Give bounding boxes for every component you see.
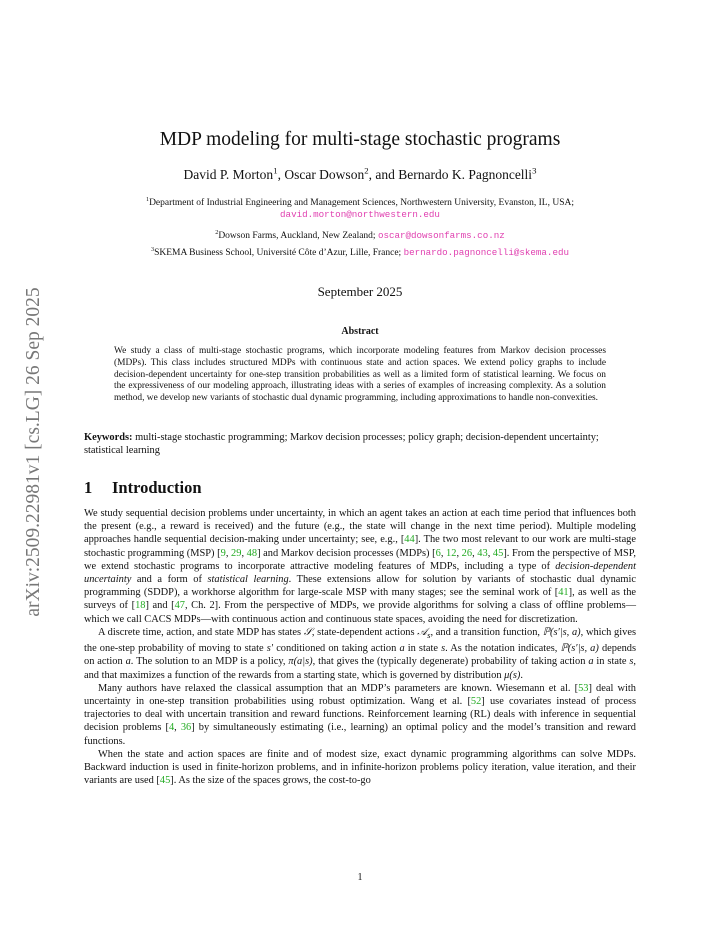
math: s	[441, 643, 446, 655]
arxiv-identifier-sidebar	[20, 262, 48, 642]
math: ℙ(s′|s, a)	[560, 643, 599, 655]
math: π(a|s)	[288, 656, 313, 668]
publication-date: September 2025	[317, 284, 403, 299]
email-link[interactable]: bernardo.pagnoncelli@skema.edu	[403, 247, 569, 258]
citation-link[interactable]: 41	[558, 587, 569, 599]
author-name: Oscar Dowson	[284, 167, 365, 182]
math: 𝒜	[417, 626, 428, 638]
affiliation-2: $^2$Dowson Farms, Auckland, New Zealand; oscar@dowsonfarms.co.nz	[215, 229, 505, 241]
math: a	[588, 656, 594, 668]
author-affiliation-marker: 1	[273, 165, 278, 176]
keywords	[84, 431, 636, 457]
citation-link[interactable]: 45	[492, 547, 504, 559]
math: 𝒮	[303, 626, 312, 638]
author-name: Bernardo K. Pagnoncelli	[398, 167, 533, 182]
affiliation-text: SKEMA Business School, Université Côte d’Azur, Lille, France;	[154, 248, 402, 258]
affiliation-3: $^3$SKEMA Business School, Université Côte d’Azur, Lille, France; bernardo.pagnoncelli@skema.edu	[151, 246, 569, 258]
math: a	[399, 643, 405, 655]
email-link[interactable]: david.morton@northwestern.edu	[280, 209, 440, 220]
citation-link[interactable]: 47	[174, 600, 185, 612]
citation-link[interactable]: 44	[404, 534, 415, 546]
citation-link[interactable]: 36	[180, 722, 192, 734]
paper-title: MDP modeling for multi-stage stochastic programs	[159, 129, 561, 150]
citation-link[interactable]: 43	[477, 547, 488, 559]
citation-link[interactable]: 18	[135, 600, 146, 612]
math: s′	[266, 643, 274, 655]
citation-link[interactable]: 12	[446, 547, 457, 559]
math: ℙ(s′|s, a)	[542, 626, 581, 638]
author-name: David P. Morton	[183, 167, 274, 182]
citation-link[interactable]: 26	[461, 547, 473, 559]
body-text	[84, 507, 636, 787]
citation-link[interactable]: 6	[435, 547, 441, 559]
affiliation-1: $^1$Department of Industrial Engineering and Management Sciences, Northwestern University, Evanston, IL, USA; david.morton@northwestern.edu	[145, 196, 574, 220]
affiliation-text: Department of Industrial Engineering and Management Sciences, Northwestern University, Evanston, IL, USA;	[149, 198, 574, 208]
email-link[interactable]: oscar@dowsonfarms.co.nz	[377, 230, 505, 241]
author-affiliation-marker: 3	[532, 165, 537, 176]
author-affiliation-marker: 2	[364, 165, 369, 176]
emphasis: decision-dependent uncertainty	[84, 560, 636, 586]
citation-link[interactable]: 53	[578, 682, 589, 694]
paragraph: Many authors have relaxed the classical assumption that an MDP’s parameters are known. Wiesemann et al. [53] deal with uncertainty in one-step transition probabilities using robust optimization. Wang et al. [52] use covariates instead of process trajectories to deal with uncertain transition and reward functions. Reinforcement learning (RL) deals with inference in sequential decision problems [4, 36] by simultaneously estimating (i.e., learning) an optimal policy and the model’s transition and reward functions.	[84, 682, 636, 747]
math: a	[125, 656, 131, 668]
affiliation-text: Dowson Farms, Auckland, New Zealand;	[218, 231, 376, 241]
citation-link[interactable]: 45	[159, 775, 171, 787]
section-heading	[84, 478, 202, 498]
page-number: 1	[357, 872, 363, 883]
abstract-heading: Abstract	[341, 326, 379, 337]
math: μ(s)	[504, 669, 521, 681]
abstract-text: We study a class of multi-stage stochastic programs, which incorporate modeling features from Markov decision processes (MDPs). This class includes structured MDPs with continuous state and action spaces. We extend policy graphs to include decision-dependent uncertainty for one-step transition probabilities as well as a limited form of statistical learning. We focus on the expressiveness of our modeling approach, illustrating ideas with a series of examples of increasing complexity. As a solution method, we develop new variants of stochastic dual dynamic programming, including approximations to handle non-convexities.	[114, 346, 606, 404]
keywords-text: multi-stage stochastic programming; Markov decision processes; policy graph; decision-dependent uncertainty; statistical learning	[84, 432, 599, 456]
citation-link[interactable]: 9	[220, 547, 226, 559]
section-title: Introduction	[112, 478, 202, 497]
citation-link[interactable]: 52	[470, 695, 482, 707]
keywords-label: Keywords:	[84, 432, 133, 443]
paragraph: We study sequential decision problems under uncertainty, in which an agent takes an action at each time period that influences both the present (e.g., a reward is received) and the future (e.g., the state will change in the next time period). Multiple modeling approaches handle sequential decision-making under uncertainty; see, e.g., [44]. The two most relevant to our work are multi-stage stochastic programming (MSP) [9, 29, 48] and Markov decision processes (MDPs) [6, 12, 26, 43, 45]. From the perspective of MSP, we extend stochastic programs to incorporate attractive modeling features of MDPs, including a type of decision-dependent uncertainty and a form of statistical learning. These extensions allow for solution by variants of stochastic dual dynamic programming (SDDP), a workhorse algorithm for large-scale MSP with many stages; see the seminal work of [41], as well as the surveys of [18] and [47, Ch. 2]. From the perspective of MDPs, we provide algorithms for solving a class of offline problems—which we call CACS MDPs—with continuous action and continuous state spaces, avoiding the need for discretization.	[84, 508, 637, 625]
citation-link[interactable]: 48	[246, 547, 258, 559]
math: s	[629, 656, 634, 668]
section-number: 1	[84, 478, 93, 497]
paragraph: A discrete time, action, and state MDP has states 𝒮, state-dependent actions 𝒜$_s$, and a transition function, ℙ(s′|s, a), which gives the one-step probability of moving to state s′ conditioned on taking action a in state s. As the notation indicates, ℙ(s′|s, a) depends on action a. The solution to an MDP is a policy, π(a|s), that gives the (typically degenerate) probability of taking action a in state s, and that maximizes a function of the rewards from a starting state, which is governed by distribution μ(s).	[84, 626, 636, 681]
author-list: David P. Morton$^1$, Oscar Dowson$^2$, and Bernardo K. Pagnoncelli$^3$	[183, 165, 537, 182]
citation-link[interactable]: 4	[168, 722, 175, 734]
arxiv-identifier: arXiv:2509.22981v1 [cs.LG] 26 Sep 2025	[23, 287, 44, 617]
paragraph: When the state and action spaces are finite and of modest size, exact dynamic programming algorithms can solve MDPs. Backward induction is used in finite-horizon problems, and in infinite-horizon problems policy iteration, value iteration, and their variants are used [45]. As the size of the spaces grows, the cost-to-go	[84, 748, 636, 787]
citation-link[interactable]: 29	[231, 547, 242, 559]
emphasis: statistical learning	[207, 574, 289, 586]
